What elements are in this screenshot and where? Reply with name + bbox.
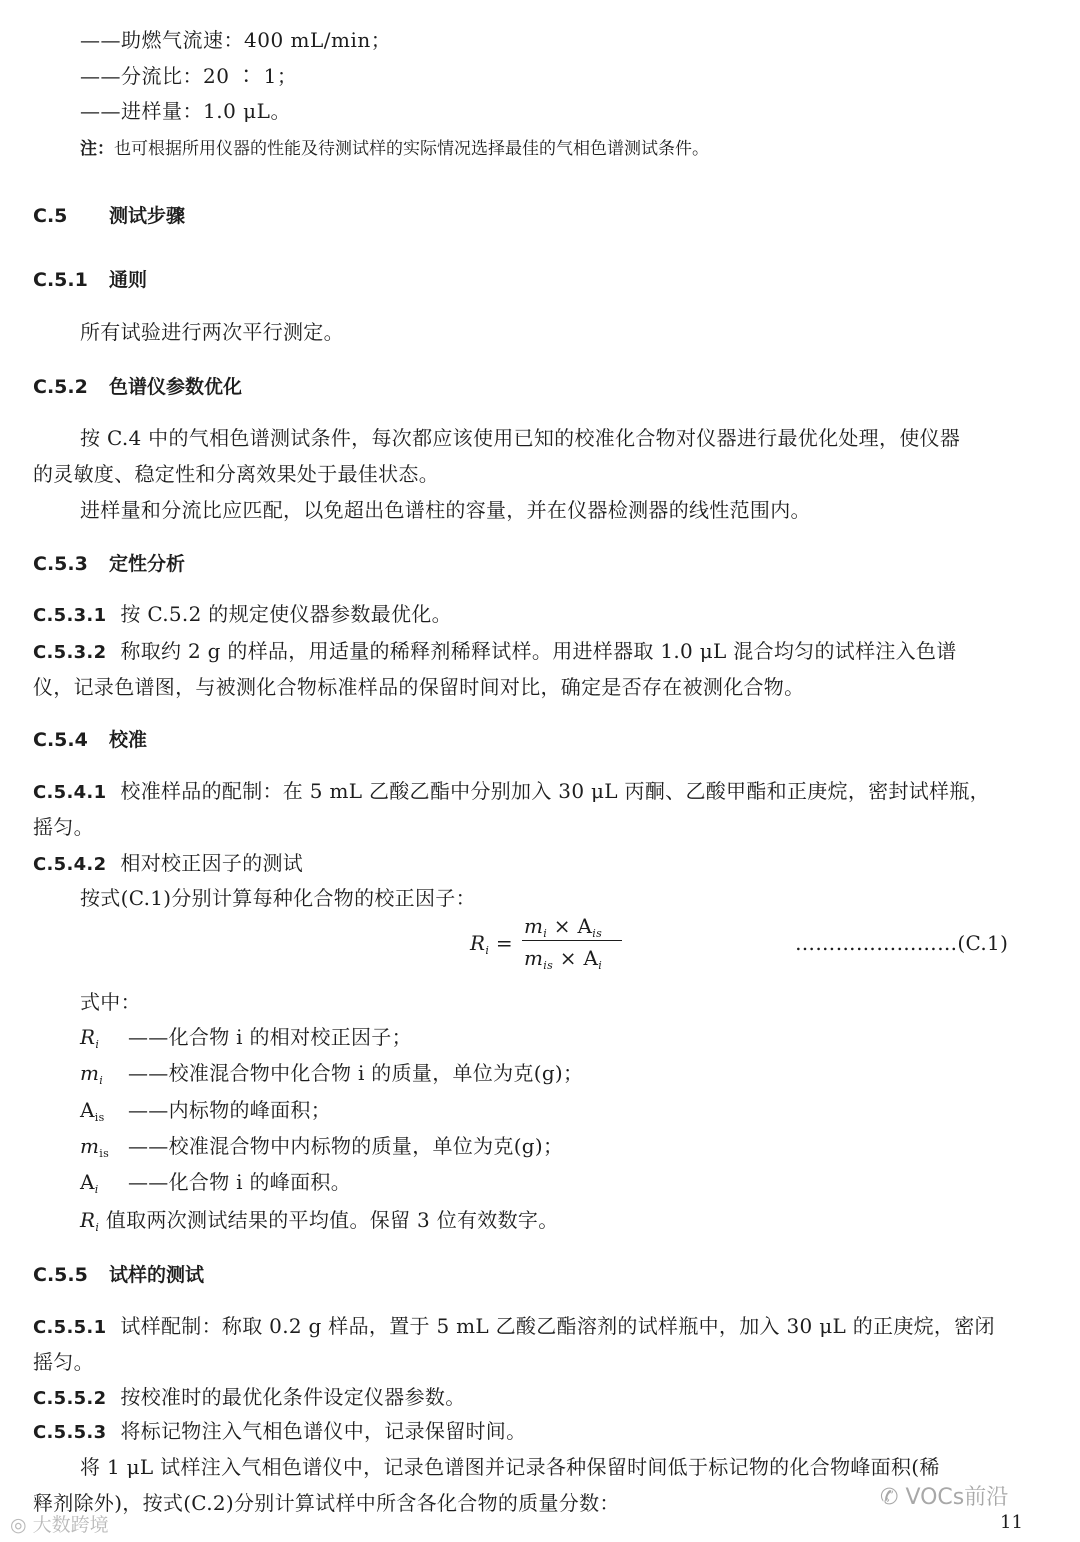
heading-number: C.5.1 bbox=[33, 269, 88, 291]
formula-reference: ……………………(C.1) bbox=[795, 931, 1009, 955]
heading-c5 bbox=[33, 201, 185, 228]
subclause-text: 按校准时的最优化条件设定仪器参数。 bbox=[120, 1385, 466, 1409]
fraction-bar bbox=[522, 940, 622, 941]
subclause-number: C.5.3.2 bbox=[33, 642, 107, 663]
formula-denominator: $m_{is} \times A_i$ bbox=[524, 946, 603, 972]
subclause-number: C.5.5.1 bbox=[33, 1317, 107, 1338]
heading-number: C.5.5 bbox=[33, 1264, 88, 1286]
param-split-ratio: ——分流比：20 ∶ 1； bbox=[80, 64, 298, 88]
c55-paragraph-1b: 释剂除外)，按式(C.2)分别计算试样中所含各化合物的质量分数： bbox=[33, 1491, 620, 1515]
wechat-icon: ✆ bbox=[880, 1485, 899, 1510]
c532 bbox=[33, 635, 957, 664]
param-air-flow: ——助燃气流速：400 mL/min； bbox=[80, 28, 392, 52]
heading-number: C.5.4 bbox=[33, 729, 88, 751]
heading-title: 测试步骤 bbox=[109, 205, 186, 227]
page-number: 11 bbox=[1000, 1512, 1023, 1533]
definition-row: $m_{is}$ ——校准混合物中内标物的质量，单位为克(g)； bbox=[80, 1134, 564, 1160]
c52-paragraph-2: 进样量和分流比应匹配，以免超出色谱柱的容量，并在仪器检测器的线性范围内。 bbox=[80, 498, 811, 522]
subclause-text: 校准样品的配制：在 5 mL 乙酸乙酯中分别加入 30 μL 丙酮、乙酸甲酯和正庚烷，密封试样瓶， bbox=[120, 779, 990, 803]
subclause-number: C.5.3.1 bbox=[33, 605, 107, 626]
subclause-number: C.5.4.2 bbox=[33, 854, 107, 875]
note bbox=[80, 134, 709, 159]
heading-number: C.5 bbox=[33, 205, 68, 227]
heading-c54 bbox=[33, 725, 147, 752]
c52-paragraph-1a: 按 C.4 中的气相色谱测试条件，每次都应该使用已知的校准化合物对仪器进行最优化处理，使仪器 bbox=[80, 426, 961, 450]
formula-intro: 按式(C.1)分别计算每种化合物的校正因子： bbox=[80, 886, 476, 910]
c51-body: 所有试验进行两次平行测定。 bbox=[80, 320, 344, 344]
average-note: $R_i$ 值取两次测试结果的平均值。保留 3 位有效数字。 bbox=[80, 1208, 559, 1234]
heading-c53 bbox=[33, 549, 185, 576]
heading-title: 色谱仪参数优化 bbox=[109, 376, 243, 398]
c52-paragraph-1b: 的灵敏度、稳定性和分离效果处于最佳状态。 bbox=[33, 462, 439, 486]
subclause-text: 将标记物注入气相色谱仪中，记录保留时间。 bbox=[120, 1419, 527, 1443]
watermark-right: ✆ VOCs前沿 bbox=[880, 1485, 1009, 1510]
heading-title: 通则 bbox=[109, 269, 148, 291]
c541 bbox=[33, 775, 990, 804]
heading-c55 bbox=[33, 1260, 204, 1287]
heading-c51 bbox=[33, 265, 147, 292]
c551 bbox=[33, 1310, 995, 1339]
heading-title: 试样的测试 bbox=[109, 1264, 205, 1286]
c532-continued: 仪，记录色谱图，与被测化合物标准样品的保留时间对比，确定是否存在被测化合物。 bbox=[33, 675, 805, 699]
heading-number: C.5.3 bbox=[33, 553, 88, 575]
definition-row: $R_i$ ——化合物 i 的相对校正因子； bbox=[80, 1025, 412, 1051]
c531 bbox=[33, 598, 452, 627]
subclause-text: 相对校正因子的测试 bbox=[120, 851, 304, 875]
c551-continued: 摇匀。 bbox=[33, 1350, 94, 1374]
definition-row: $A_i$ ——化合物 i 的峰面积。 bbox=[80, 1170, 352, 1196]
c552 bbox=[33, 1381, 466, 1410]
note-label: 注： bbox=[80, 139, 114, 159]
c553 bbox=[33, 1415, 526, 1444]
c541-continued: 摇匀。 bbox=[33, 815, 94, 839]
formula-lhs: $R_i$ = bbox=[470, 931, 513, 957]
c55-paragraph-1a: 将 1 μL 试样注入气相色谱仪中，记录色谱图并记录各种保留时间低于标记物的化合物峰面积(稀 bbox=[80, 1455, 940, 1479]
heading-title: 校准 bbox=[109, 729, 148, 751]
weibo-icon: ◎ bbox=[10, 1514, 27, 1536]
subclause-text: 按 C.5.2 的规定使仪器参数最优化。 bbox=[120, 602, 452, 626]
heading-number: C.5.2 bbox=[33, 376, 88, 398]
subclause-text: 试样配制：称取 0.2 g 样品，置于 5 mL 乙酸乙酯溶剂的试样瓶中，加入 30 μL 的正庚烷，密闭 bbox=[120, 1314, 995, 1338]
definition-row: $A_{is}$ ——内标物的峰面积； bbox=[80, 1098, 331, 1124]
subclause-number: C.5.5.3 bbox=[33, 1422, 107, 1443]
subclause-text: 称取约 2 g 的样品，用适量的稀释剂稀释试样。用进样器取 1.0 μL 混合均匀的试样注入色谱 bbox=[120, 639, 957, 663]
subclause-number: C.5.5.2 bbox=[33, 1388, 107, 1409]
watermark-left: ◎ 大数跨境 bbox=[10, 1514, 109, 1536]
c542 bbox=[33, 847, 303, 876]
heading-c52 bbox=[33, 372, 242, 399]
note-text: 也可根据所用仪器的性能及待测试样的实际情况选择最佳的气相色谱测试条件。 bbox=[114, 139, 709, 159]
definition-row: $m_i$ ——校准混合物中化合物 i 的质量，单位为克(g)； bbox=[80, 1061, 584, 1087]
where-label: 式中： bbox=[80, 990, 141, 1014]
param-injection-volume: ——进样量：1.0 μL。 bbox=[80, 99, 291, 123]
formula-fraction bbox=[522, 914, 622, 974]
subclause-number: C.5.4.1 bbox=[33, 782, 107, 803]
formula-numerator: $m_i \times A_{is}$ bbox=[524, 914, 603, 940]
heading-title: 定性分析 bbox=[109, 553, 186, 575]
